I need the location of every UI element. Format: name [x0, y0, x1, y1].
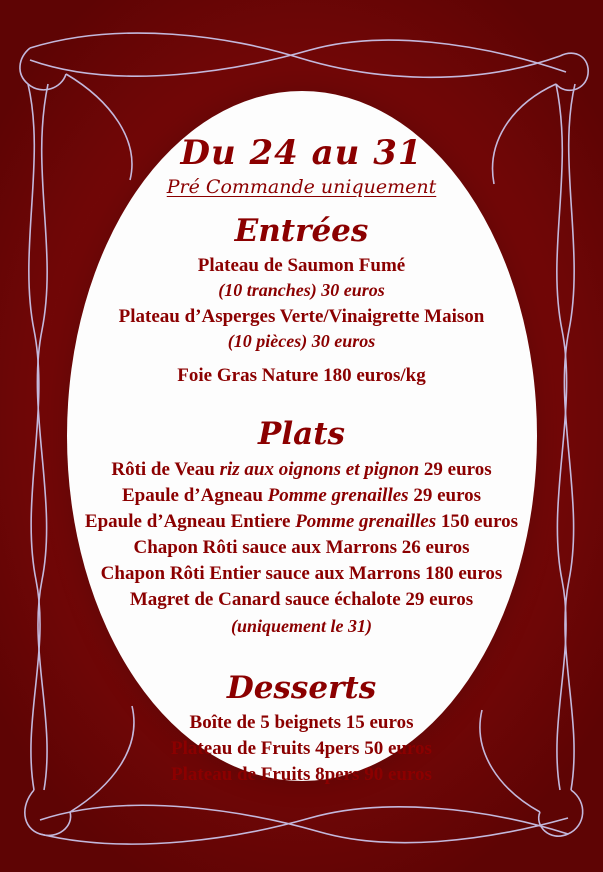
menu-item: Plateau de Fruits 8pers 90 euros — [171, 764, 432, 786]
section-heading-entrees: Entrées — [234, 212, 369, 249]
menu-item — [0, 510, 603, 533]
menu-item — [0, 484, 603, 507]
menu-item: Boîte de 5 beignets 15 euros — [189, 711, 414, 733]
menu-item-detail: riz aux oignons et pignon — [219, 458, 420, 480]
menu-item-price: 150 euros — [440, 510, 519, 532]
menu-item: Plateau de Fruits 4pers 50 euros — [171, 737, 432, 759]
menu-item-price: 29 euros — [413, 484, 482, 506]
section-heading-plats: Plats — [258, 416, 345, 453]
menu-item: Plateau d’Asperges Verte/Vinaigrette Maison — [118, 305, 485, 327]
menu-subtitle: Pré Commande uniquement — [166, 175, 437, 198]
menu-item: Magret de Canard sauce échalote 29 euros — [129, 589, 474, 611]
menu-item-price: 29 euros — [423, 458, 492, 480]
menu-item-detail: (10 pièces) 30 euros — [227, 330, 376, 351]
menu-note: (uniquement le 31) — [230, 615, 372, 636]
menu-item-detail: Pomme grenailles — [295, 510, 437, 532]
menu-item: Plateau de Saumon Fumé — [197, 254, 406, 276]
menu-item: Foie Gras Nature 180 euros/kg — [177, 365, 426, 387]
section-heading-desserts: Desserts — [226, 669, 377, 706]
menu-item-name: Rôti de Veau — [111, 458, 215, 480]
menu-item-name: Epaule d’Agneau — [121, 484, 263, 506]
menu-item: Chapon Rôti Entier sauce aux Marrons 180 euros — [100, 563, 503, 585]
menu-item-detail: Pomme grenailles — [267, 484, 409, 506]
menu-item-name: Epaule d’Agneau Entiere — [84, 510, 291, 532]
menu-item-detail: (10 tranches) 30 euros — [218, 279, 385, 300]
menu-item: Chapon Rôti sauce aux Marrons 26 euros — [133, 537, 470, 559]
menu-title: Du 24 au 31 — [180, 133, 423, 173]
menu-item — [0, 458, 603, 481]
